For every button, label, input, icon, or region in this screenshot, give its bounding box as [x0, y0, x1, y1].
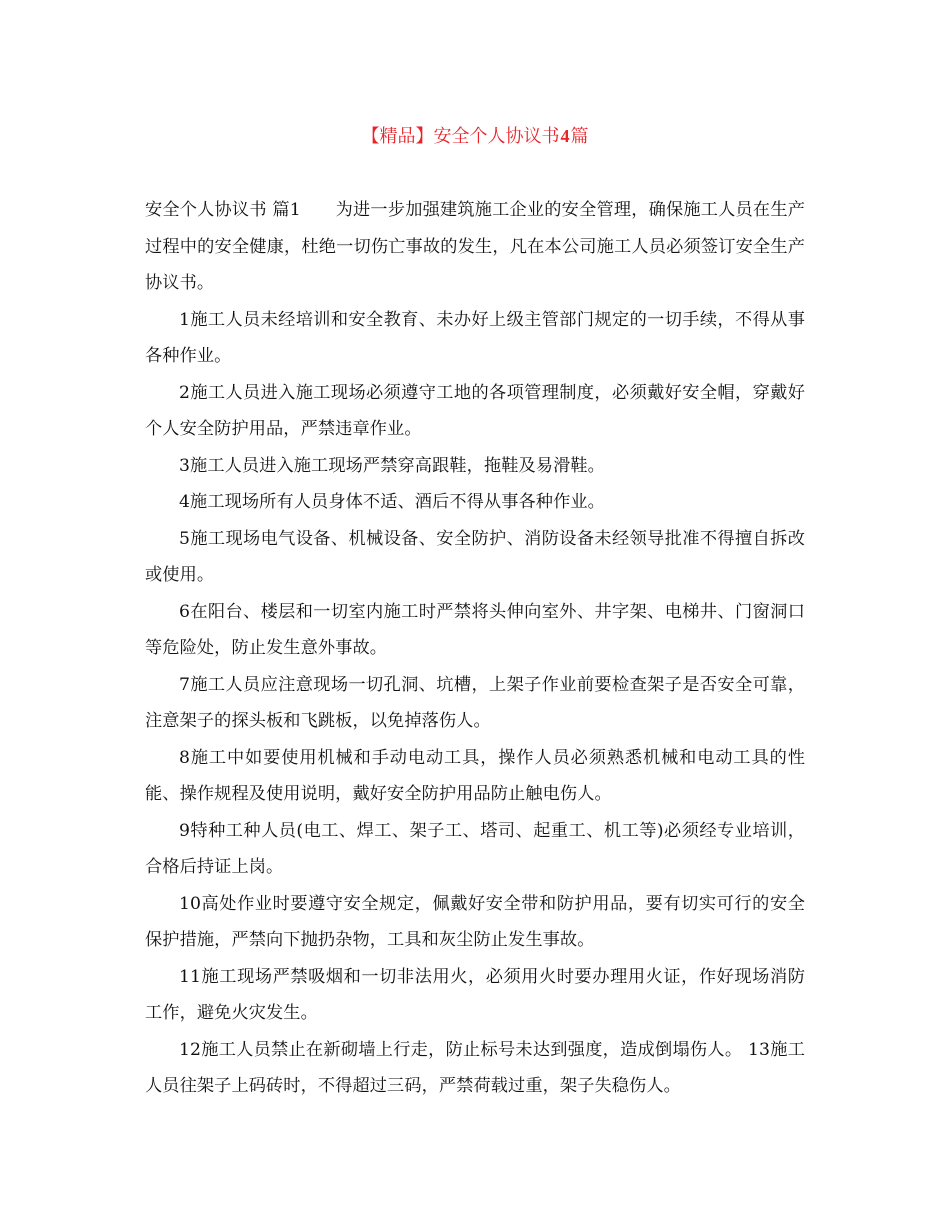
clause-paragraph: 3施工人员进入施工现场严禁穿高跟鞋，拖鞋及易滑鞋。 [179, 455, 605, 476]
clause-paragraph: 10高处作业时要遵守安全规定，佩戴好安全带和防护用品，要有切实可行的安全保护措施，严禁向下抛扔杂物，工具和灰尘防止发生事故。 [145, 893, 805, 950]
document-title [0, 122, 950, 150]
document-title-suffix: 篇 [570, 126, 589, 147]
clause-paragraph: 11施工现场严禁吸烟和一切非法用火，必须用火时要办理用火证，作好现场消防工作，避免火灾发生。 [145, 966, 805, 1023]
clause-paragraph: 12施工人员禁止在新砌墙上行走，防止标号未达到强度，造成倒塌伤人。 13施工人员往架子上码砖时，不得超过三码，严禁荷载过重，架子失稳伤人。 [145, 1039, 805, 1096]
clause-paragraph: 9特种工种人员(电工、焊工、架子工、塔司、起重工、机工等)必须经专业培训，合格后持证上岗。 [145, 820, 805, 877]
clause-paragraph: 5施工现场电气设备、机械设备、安全防护、消防设备未经领导批准不得擅自拆改或使用。 [145, 528, 805, 585]
clause-paragraph: 7施工人员应注意现场一切孔洞、坑槽，上架子作业前要检查架子是否安全可靠，注意架子的探头板和飞跳板，以免掉落伤人。 [145, 674, 805, 731]
document-title-text: 【精品】安全个人协议书 [361, 126, 560, 147]
document-title-number: 4 [560, 126, 570, 146]
document-body [145, 192, 805, 1105]
clause-paragraph: 6在阳台、楼层和一切室内施工时严禁将头伸向室外、井字架、电梯井、门窗洞口等危险处，防止发生意外事故。 [145, 601, 805, 658]
intro-paragraph: 安全个人协议书 篇1 为进一步加强建筑施工企业的安全管理，确保施工人员在生产过程中的安全健康，杜绝一切伤亡事故的发生，凡在本公司施工人员必须签订安全生产协议书。 [145, 200, 805, 293]
clause-paragraph: 8施工中如要使用机械和手动电动工具，操作人员必须熟悉机械和电动工具的性能、操作规程及使用说明，戴好安全防护用品防止触电伤人。 [145, 747, 805, 804]
clause-paragraph: 2施工人员进入施工现场必须遵守工地的各项管理制度，必须戴好安全帽，穿戴好个人安全防护用品，严禁违章作业。 [145, 382, 805, 439]
clause-paragraph: 4施工现场所有人员身体不适、酒后不得从事各种作业。 [179, 492, 605, 512]
clause-paragraph: 1施工人员未经培训和安全教育、未办好上级主管部门规定的一切手续，不得从事各种作业。 [145, 309, 805, 366]
